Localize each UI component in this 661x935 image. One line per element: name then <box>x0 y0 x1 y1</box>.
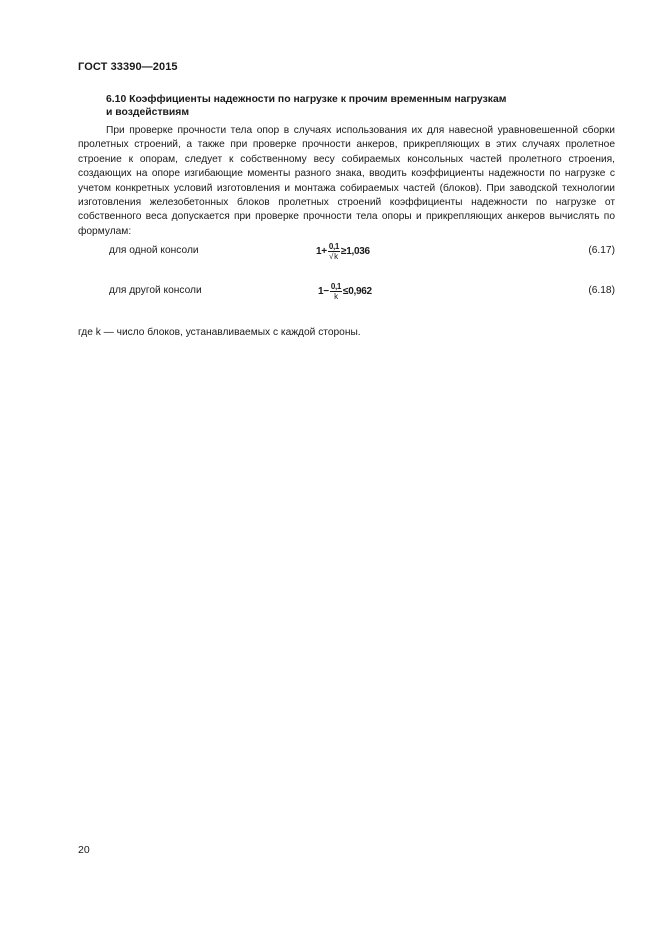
formula-6-17 <box>316 242 370 261</box>
document-header: ГОСТ 33390—2015 <box>78 61 178 73</box>
fraction-numerator: 0,1 <box>330 282 342 291</box>
radicand: k <box>334 252 338 261</box>
formula-value: 1,036 <box>346 246 370 257</box>
formula-relation: ≥ <box>341 246 347 257</box>
formula-fraction <box>328 242 340 261</box>
formula-value: 0,962 <box>348 286 372 297</box>
page-number: 20 <box>78 844 90 856</box>
formula-number: (6.17) <box>588 245 615 256</box>
formula-fraction <box>330 282 342 301</box>
formula-6-18 <box>318 282 372 301</box>
formula-label: для другой консоли <box>109 285 202 296</box>
formula-lead: 1− <box>318 286 329 297</box>
body-paragraph: При проверке прочности тела опор в случаях использования их для навесной уравновешенной сборки пролетных строений, а также при проверке прочности анкеров, прикрепляющих в этих случаях пролетное строение к опорам, следует к собственному весу собираемых консольных частей пролетного строения, создающих на опоре изгибающие моменты разного знака, вводить коэффициенты надежности по нагрузке с учетом конкретных условий изготовления и монтажа собираемых частей (блоков). При заводской технологии изготовления железобетонных блоков пролетных строений коэффициенты надежности по нагрузке от собственного веса допускается при проверке прочности тела опоры и прикрепляющих анкеров вычислять по формулам: <box>78 125 615 237</box>
formula-row-6-17 <box>78 242 615 264</box>
radical-sign: √ <box>329 252 334 261</box>
formula-number: (6.18) <box>588 285 615 296</box>
formula-row-6-18 <box>78 282 615 304</box>
section-title <box>106 93 586 119</box>
section-title-line-1: 6.10 Коэффициенты надежности по нагрузке к прочим временным нагрузкам <box>106 94 507 105</box>
variable-definition: где k — число блоков, устанавливаемых с каждой стороны. <box>78 327 361 338</box>
fraction-numerator: 0,1 <box>328 242 340 251</box>
formula-label: для одной консоли <box>109 245 199 256</box>
formula-lead: 1+ <box>316 246 327 257</box>
fraction-denominator: k <box>334 292 338 301</box>
section-title-line-2: и воздействиям <box>106 107 190 118</box>
fraction-denominator <box>328 252 340 261</box>
formula-relation: ≤ <box>343 286 349 297</box>
